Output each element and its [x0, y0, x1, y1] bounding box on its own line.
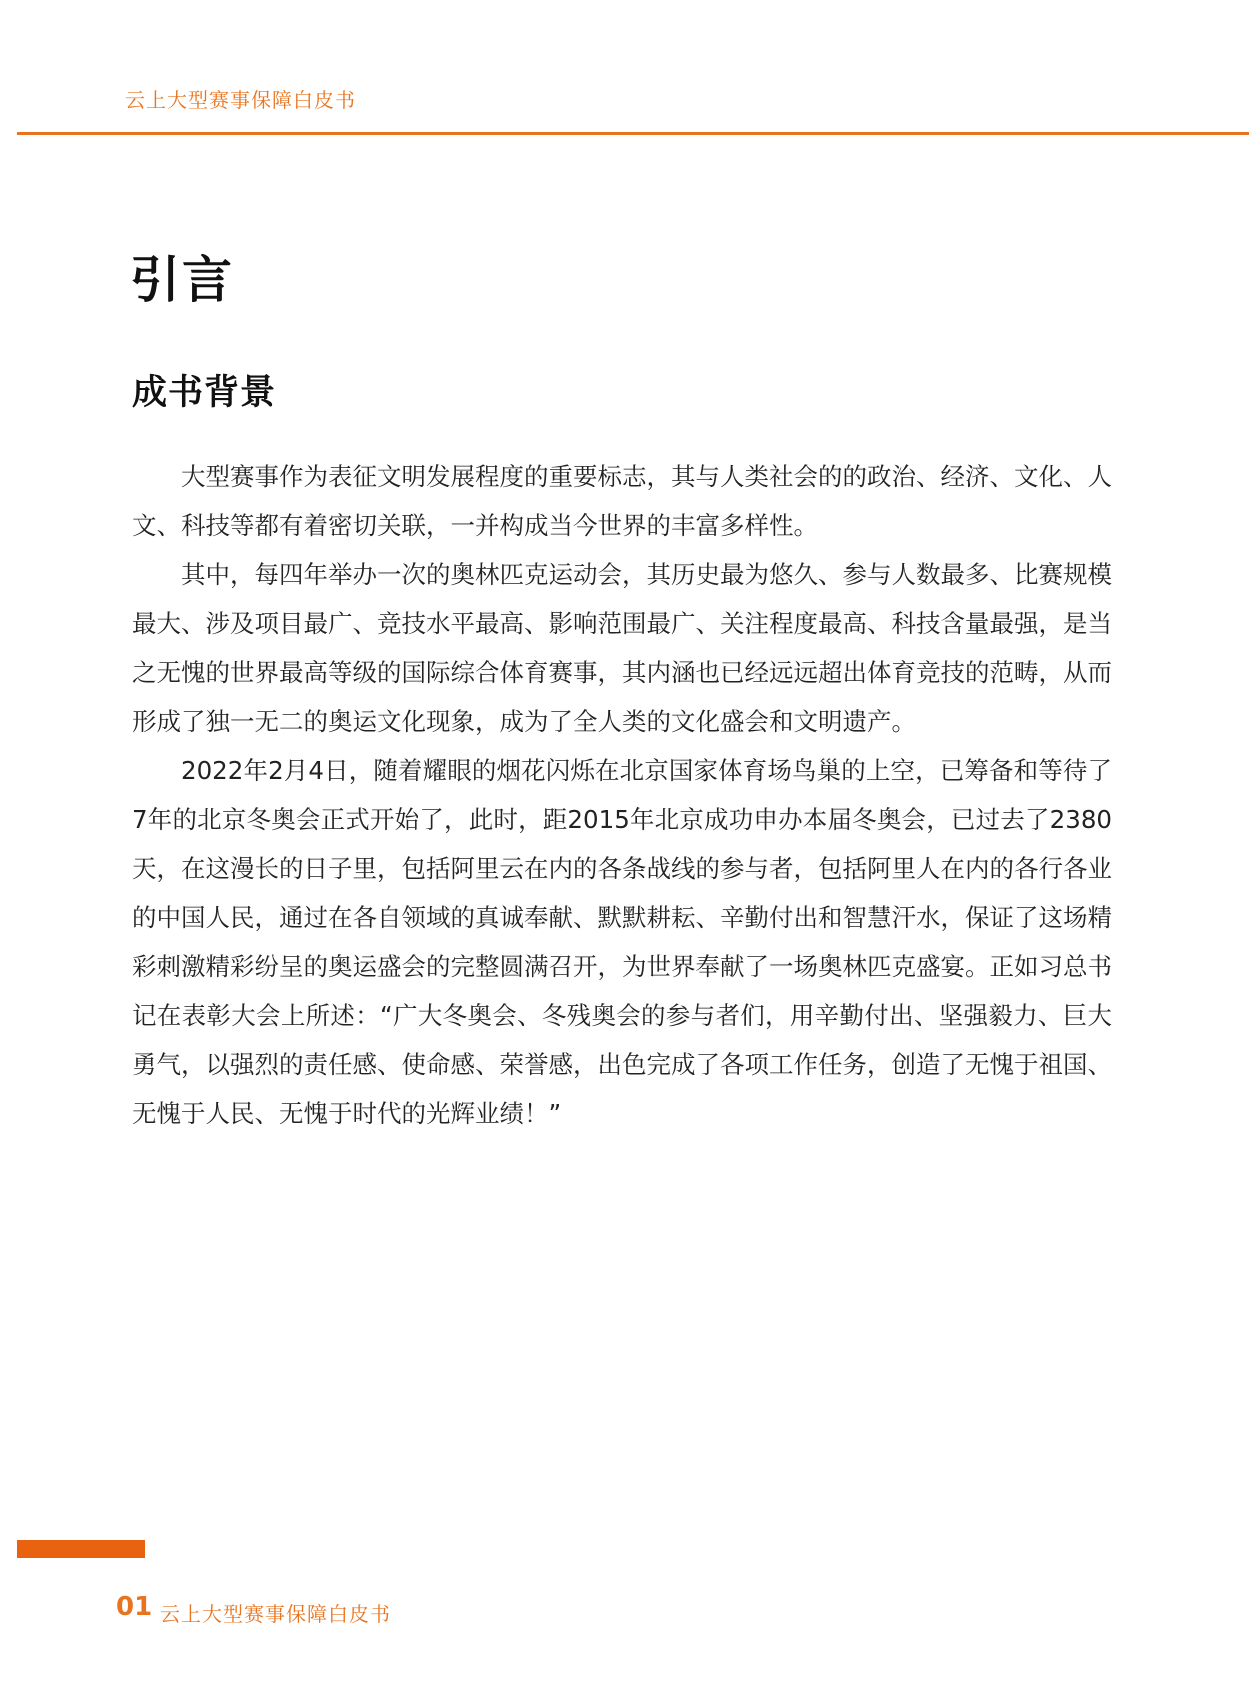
page-number: 01	[116, 1592, 153, 1622]
page-title: 引言	[130, 251, 234, 309]
paragraph: 其中，每四年举办一次的奥林匹克运动会，其历史最为悠久、参与人数最多、比赛规模最大、涉及项目最广、竞技水平最高、影响范围最广、关注程度最高、科技含量最强，是当之无愧的世界最高等级的国际综合体育赛事，其内涵也已经远远超出体育竞技的范畴，从而形成了独一无二的奥运文化现象，成为了全人类的文化盛会和文明遗产。	[132, 560, 1112, 736]
running-header-title: 云上大型赛事保障白皮书	[125, 88, 356, 112]
paragraph: 大型赛事作为表征文明发展程度的重要标志，其与人类社会的的政治、经济、文化、人文、科技等都有着密切关联，一并构成当今世界的丰富多样性。	[132, 462, 1112, 540]
header-divider	[17, 132, 1249, 135]
footer-title: 云上大型赛事保障白皮书	[160, 1602, 391, 1626]
paragraph: 2022年2月4日，随着耀眼的烟花闪烁在北京国家体育场鸟巢的上空，已筹备和等待了7年的北京冬奥会正式开始了，此时，距2015年北京成功申办本届冬奥会，已过去了2380天，在这漫长的日子里，包括阿里云在内的各条战线的参与者，包括阿里人在内的各行各业的中国人民，通过在各自领域的真诚奉献、默默耕耘、辛勤付出和智慧汗水，保证了这场精彩刺激精彩纷呈的奥运盛会的完整圆满召开，为世界奉献了一场奥林匹克盛宴。正如习总书记在表彰大会上所述：“广大冬奥会、冬残奥会的参与者们，用辛勤付出、坚强毅力、巨大勇气，以强烈的责任感、使命感、荣誉感，出色完成了各项工作任务，创造了无愧于祖国、无愧于人民、无愧于时代的光辉业绩！”	[132, 756, 1112, 1128]
body-text	[132, 452, 1112, 1138]
footer-accent-bar	[17, 1540, 145, 1558]
section-title: 成书背景	[132, 373, 277, 413]
